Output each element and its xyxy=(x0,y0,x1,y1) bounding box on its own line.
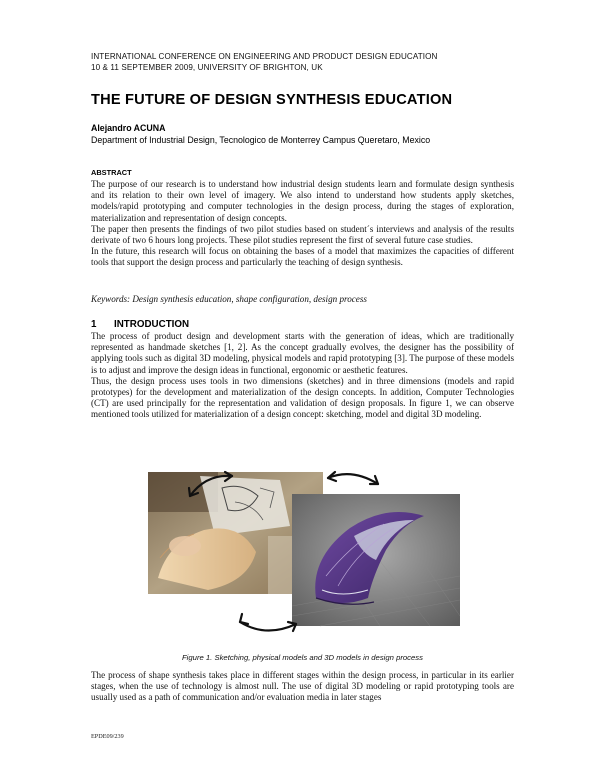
body-paragraph: The process of shape synthesis takes place in different stages within the design process, in particular in its earlier stages, when the use of technology is almost null. The use of digital 3D modeling or rapid prototyping tools are usually used as a path of communication and/or evaluation media in later stages xyxy=(91,670,514,703)
author-name: Alejandro ACUNA xyxy=(91,123,166,133)
abstract-heading: ABSTRACT xyxy=(91,168,132,177)
conference-header xyxy=(91,51,437,73)
process-arrow-icon xyxy=(240,614,296,631)
body-continued xyxy=(91,670,514,704)
figure-1-image xyxy=(140,466,460,636)
section-number: 1 xyxy=(91,319,97,330)
abstract-paragraph: The purpose of our research is to understand how industrial design students learn and formulate design synthesis and its relation to their own level of imagery. We also intend to understand how students apply sketches, models/rapid prototyping and computer technologies in the design process, during the stages of exploration, materialization and representation of design concepts. xyxy=(91,179,514,223)
abstract-body xyxy=(91,179,514,269)
paper-title: THE FUTURE OF DESIGN SYNTHESIS EDUCATION xyxy=(91,92,453,108)
author-affiliation: Department of Industrial Design, Tecnologico de Monterrey Campus Queretaro, Mexico xyxy=(91,135,431,145)
conference-line-1: INTERNATIONAL CONFERENCE ON ENGINEERING AND PRODUCT DESIGN EDUCATION xyxy=(91,52,438,61)
page-footer: EPDE09/239 xyxy=(91,733,124,740)
process-arrow-icon xyxy=(328,472,378,484)
figure-1-caption: Figure 1. Sketching, physical models and 3D models in design process xyxy=(181,653,423,662)
section-title: INTRODUCTION xyxy=(114,319,190,330)
introduction-paragraph: The process of product design and development starts with the generation of ideas, which are traditionally represented as handmade sketches [1, 2]. As the concept gradually evolves, the designer has the possibility of applying tools such as digital 3D modeling, physical models and rapid prototyping [3]. The purpose of these models is to adjust and improve the design ideas in functional, ergonomic or aesthetic features. xyxy=(91,331,514,375)
introduction-paragraph: Thus, the design process uses tools in two dimensions (sketches) and in three dimensions (models and rapid prototypes) for the development and materialization of the design concepts. In addition, Computer Technologies (CT) are used principally for the representation and validation of design proposals. In figure 1, we can observe mentioned tools utilized for materialization of a design concept: sketching, model and digital 3D modeling. xyxy=(91,375,514,420)
conference-line-2: 10 & 11 SEPTEMBER 2009, UNIVERSITY OF BRIGHTON, UK xyxy=(91,63,323,72)
3d-model-render xyxy=(292,494,460,626)
abstract-paragraph: In the future, this research will focus on obtaining the bases of a model that maximizes the capacities of different tools that support the design process and particularly the teaching of design synthesis. xyxy=(91,246,514,268)
introduction-body xyxy=(91,331,514,421)
keywords: Keywords: Design synthesis education, shape configuration, design process xyxy=(91,294,367,304)
section-heading-introduction xyxy=(91,319,189,330)
abstract-paragraph: The paper then presents the findings of two pilot studies based on student´s interviews and analysis of the results derivate of two 6 hours long projects. These pilot studies represent the first of several future case studies. xyxy=(91,223,514,246)
